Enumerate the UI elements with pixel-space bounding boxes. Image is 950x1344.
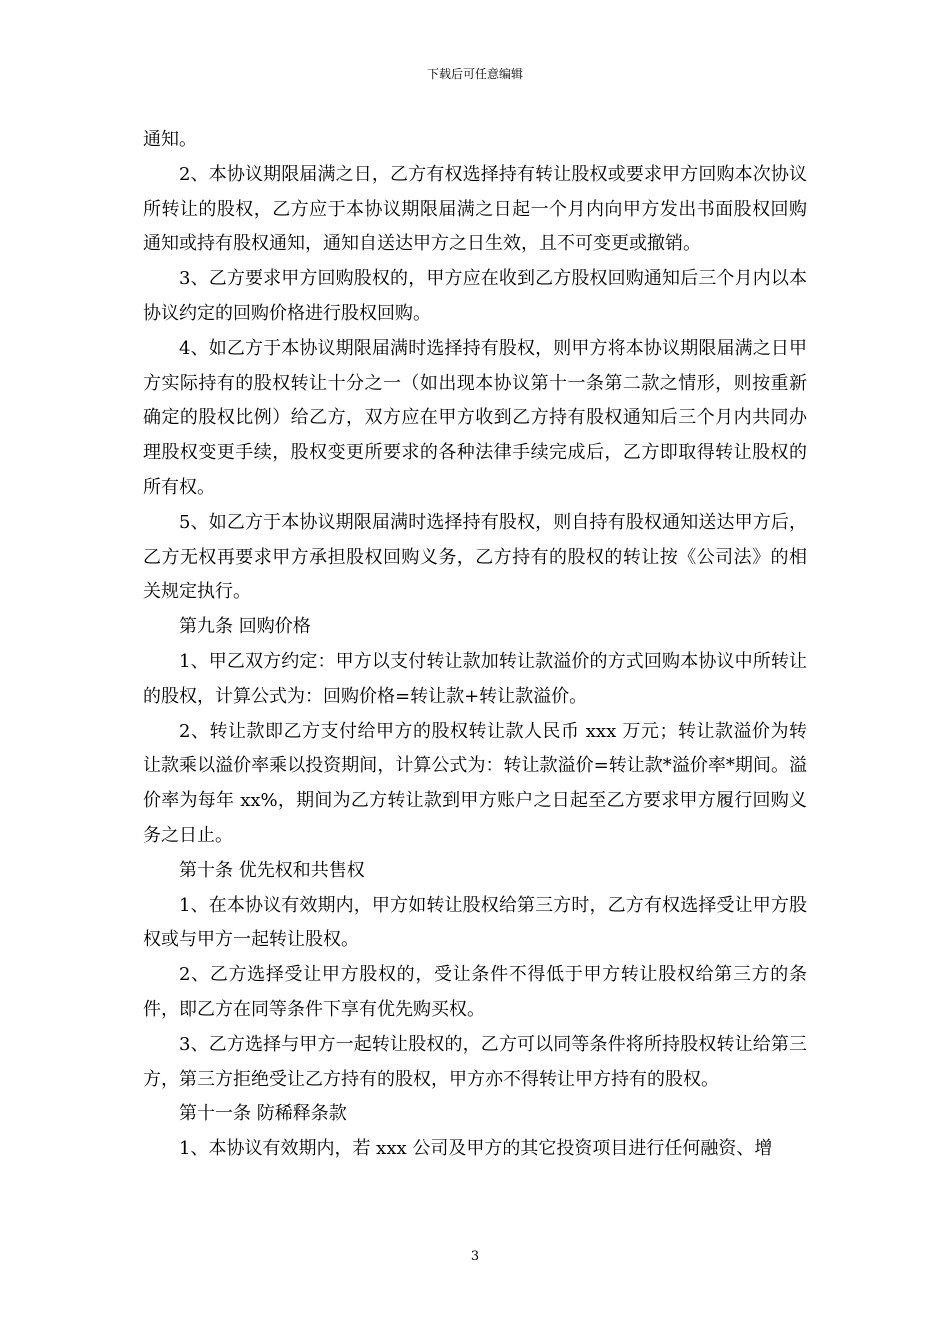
paragraph: 1、甲乙双方约定：甲方以支付转让款加转让款溢价的方式回购本协议中所转让的股权，计算公式为：回购价格=转让款+转让款溢价。	[143, 650, 807, 707]
paragraph: 1、在本协议有效期内，甲方如转让股权给第三方时，乙方有权选择受让甲方股权或与甲方一起转让股权。	[143, 894, 807, 951]
paragraph: 2、转让款即乙方支付给甲方的股权转让款人民币 xxx 万元；转让款溢价为转让款乘以溢价率乘以投资期间，计算公式为：转让款溢价=转让款*溢价率*期间。溢价率为每年 xx%，期间为乙方转让款到甲方账户之日起至乙方要求甲方履行回购义务之日止。	[143, 720, 807, 846]
paragraph: 1、本协议有效期内，若 xxx 公司及甲方的其它投资项目进行任何融资、增	[179, 1138, 773, 1160]
paragraph: 3、乙方选择与甲方一起转让股权的，乙方可以同等条件将所持股权转让给第三方，第三方拒绝受让乙方持有的股权，甲方亦不得转让甲方持有的股权。	[143, 1033, 807, 1090]
section-heading: 第十一条 防稀释条款	[179, 1103, 347, 1125]
page-number: 3	[470, 1249, 480, 1264]
section-heading: 第九条 回购价格	[179, 616, 311, 638]
section-heading: 第十条 优先权和共售权	[179, 859, 365, 881]
paragraph: 4、如乙方于本协议期限届满时选择持有股权，则甲方将本协议期限届满之日甲方实际持有的股权转让十分之一（如出现本协议第十一条第二款之情形，则按重新确定的股权比例）给乙方，双方应在甲方收到乙方持有股权通知后三个月内共同办理股权变更手续，股权变更所要求的各种法律手续完成后，乙方即取得转让股权的所有权。	[143, 337, 807, 498]
paragraph: 2、本协议期限届满之日，乙方有权选择持有转让股权或要求甲方回购本次协议所转让的股权，乙方应于本协议期限届满之日起一个月内向甲方发出书面股权回购通知或持有股权通知，通知自送达甲方之日生效，且不可变更或撤销。	[143, 163, 807, 255]
document-body	[143, 123, 807, 1167]
paragraph: 5、如乙方于本协议期限届满时选择持有股权，则自持有股权通知送达甲方后，乙方无权再要求甲方承担股权回购义务，乙方持有的股权的转让按《公司法》的相关规定执行。	[143, 511, 807, 603]
page-header: 下载后可任意编辑	[426, 67, 523, 81]
paragraph: 2、乙方选择受让甲方股权的，受让条件不得低于甲方转让股权给第三方的条件，即乙方在同等条件下享有优先购买权。	[143, 964, 807, 1020]
paragraph: 通知。	[143, 129, 197, 150]
paragraph: 3、乙方要求甲方回购股权的，甲方应在收到乙方股权回购通知后三个月内以本协议约定的回购价格进行股权回购。	[143, 268, 807, 324]
